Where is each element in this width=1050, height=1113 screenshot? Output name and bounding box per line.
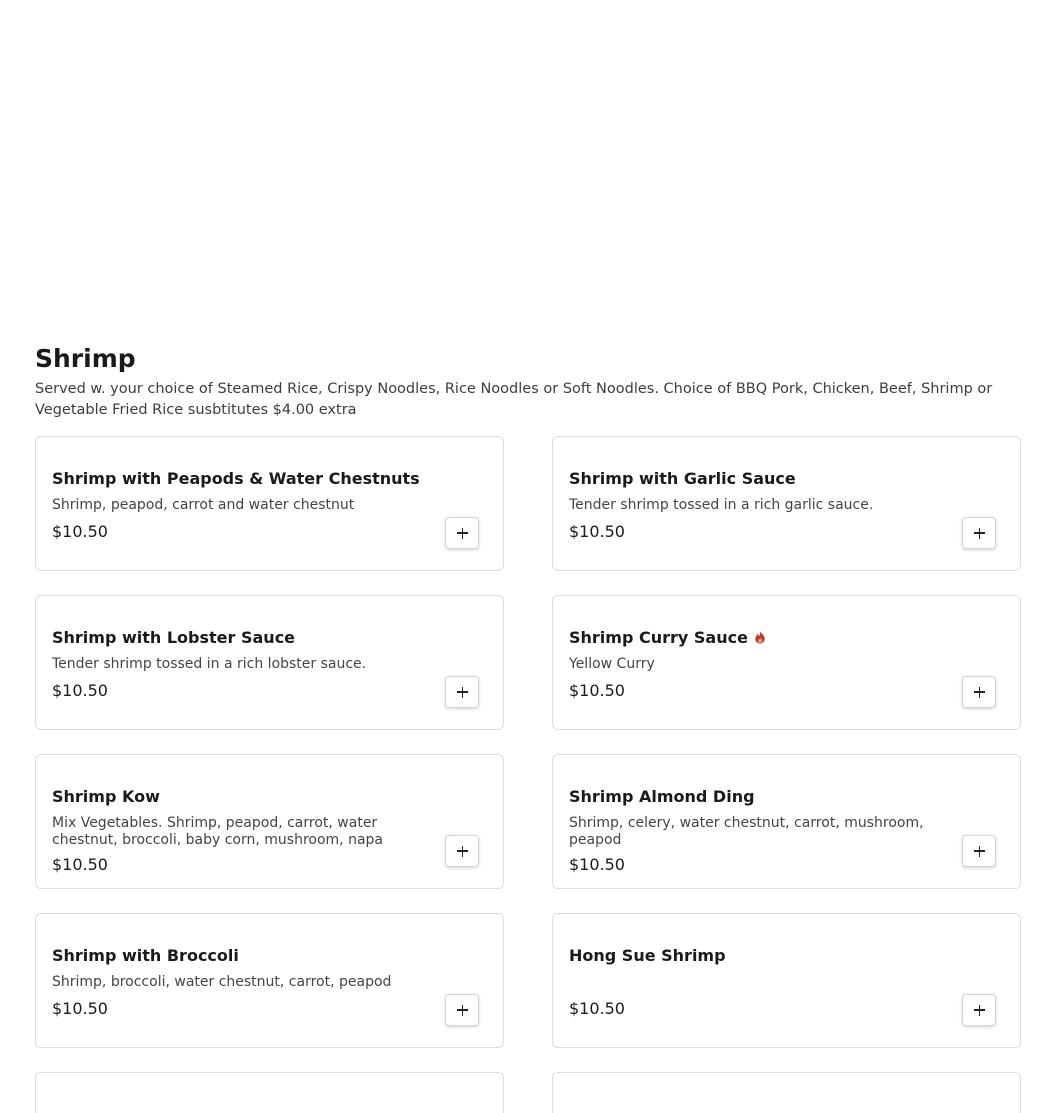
- plus-icon: [974, 687, 985, 698]
- menu-items-grid: [35, 436, 1021, 1113]
- menu-item-description: Yellow Curry: [569, 656, 655, 672]
- add-to-cart-button[interactable]: [445, 835, 479, 867]
- flame-icon: [754, 630, 766, 644]
- menu-item-card[interactable]: [35, 1072, 504, 1113]
- menu-item-description: Shrimp, peapod, carrot and water chestnut: [52, 497, 355, 513]
- add-to-cart-button[interactable]: [962, 835, 996, 867]
- menu-item-description: Mix Vegetables. Shrimp, peapod, carrot, water chestnut, broccoli, baby corn, mushroom, napa: [52, 815, 383, 848]
- menu-item-card[interactable]: [552, 436, 1021, 571]
- menu-item-name: Shrimp with Garlic Sauce: [569, 469, 796, 488]
- menu-item-name: Shrimp with Broccoli: [52, 946, 239, 965]
- plus-icon: [974, 846, 985, 857]
- plus-icon: [457, 528, 468, 539]
- menu-item-description: Tender shrimp tossed in a rich garlic sauce.: [569, 497, 874, 513]
- section-title: Shrimp: [35, 344, 136, 373]
- plus-icon: [457, 687, 468, 698]
- menu-item-price: $10.50: [52, 522, 108, 541]
- menu-item-name: Shrimp Kow: [52, 787, 160, 806]
- menu-item-description: Shrimp, broccoli, water chestnut, carrot, peapod: [52, 974, 392, 990]
- menu-item-name: Shrimp Almond Ding: [569, 787, 755, 806]
- add-to-cart-button[interactable]: [445, 517, 479, 549]
- menu-item-description: Tender shrimp tossed in a rich lobster sauce.: [52, 656, 367, 672]
- menu-item-card[interactable]: [552, 1072, 1021, 1113]
- menu-item-description: Shrimp, celery, water chestnut, carrot, mushroom, peapod: [569, 815, 924, 848]
- menu-item-price: $10.50: [52, 999, 108, 1018]
- menu-item-name: Shrimp with Peapods & Water Chestnuts: [52, 469, 420, 488]
- section-description: Served w. your choice of Steamed Rice, Crispy Noodles, Rice Noodles or Soft Noodles. Choice of BBQ Pork, Chicken, Beef, Shrimp or Vegetable Fried Rice susbtitutes $4.00 extra: [35, 381, 993, 418]
- add-to-cart-button[interactable]: [962, 994, 996, 1026]
- menu-item-price: $10.50: [52, 855, 108, 874]
- menu-item-card[interactable]: [552, 754, 1021, 889]
- menu-item-price: $10.50: [52, 681, 108, 700]
- add-to-cart-button[interactable]: [962, 517, 996, 549]
- add-to-cart-button[interactable]: [962, 676, 996, 708]
- menu-item-card[interactable]: [35, 913, 504, 1048]
- plus-icon: [457, 1005, 468, 1016]
- menu-item-card[interactable]: [35, 754, 504, 889]
- add-to-cart-button[interactable]: [445, 994, 479, 1026]
- menu-item-card[interactable]: [35, 436, 504, 571]
- plus-icon: [457, 846, 468, 857]
- menu-item-card[interactable]: [35, 595, 504, 730]
- menu-item-price: $10.50: [569, 999, 625, 1018]
- menu-item-name: Shrimp with Lobster Sauce: [52, 628, 296, 647]
- menu-section-header: [35, 343, 1021, 421]
- plus-icon: [974, 1005, 985, 1016]
- menu-item-price: $10.50: [569, 522, 625, 541]
- menu-item-name: Shrimp Curry Sauce: [569, 627, 766, 649]
- add-to-cart-button[interactable]: [445, 676, 479, 708]
- menu-item-price: $10.50: [569, 681, 625, 700]
- menu-item-card[interactable]: [552, 595, 1021, 730]
- menu-item-card[interactable]: [552, 913, 1021, 1048]
- plus-icon: [974, 528, 985, 539]
- menu-item-name: Hong Sue Shrimp: [569, 946, 726, 965]
- menu-item-price: $10.50: [569, 855, 625, 874]
